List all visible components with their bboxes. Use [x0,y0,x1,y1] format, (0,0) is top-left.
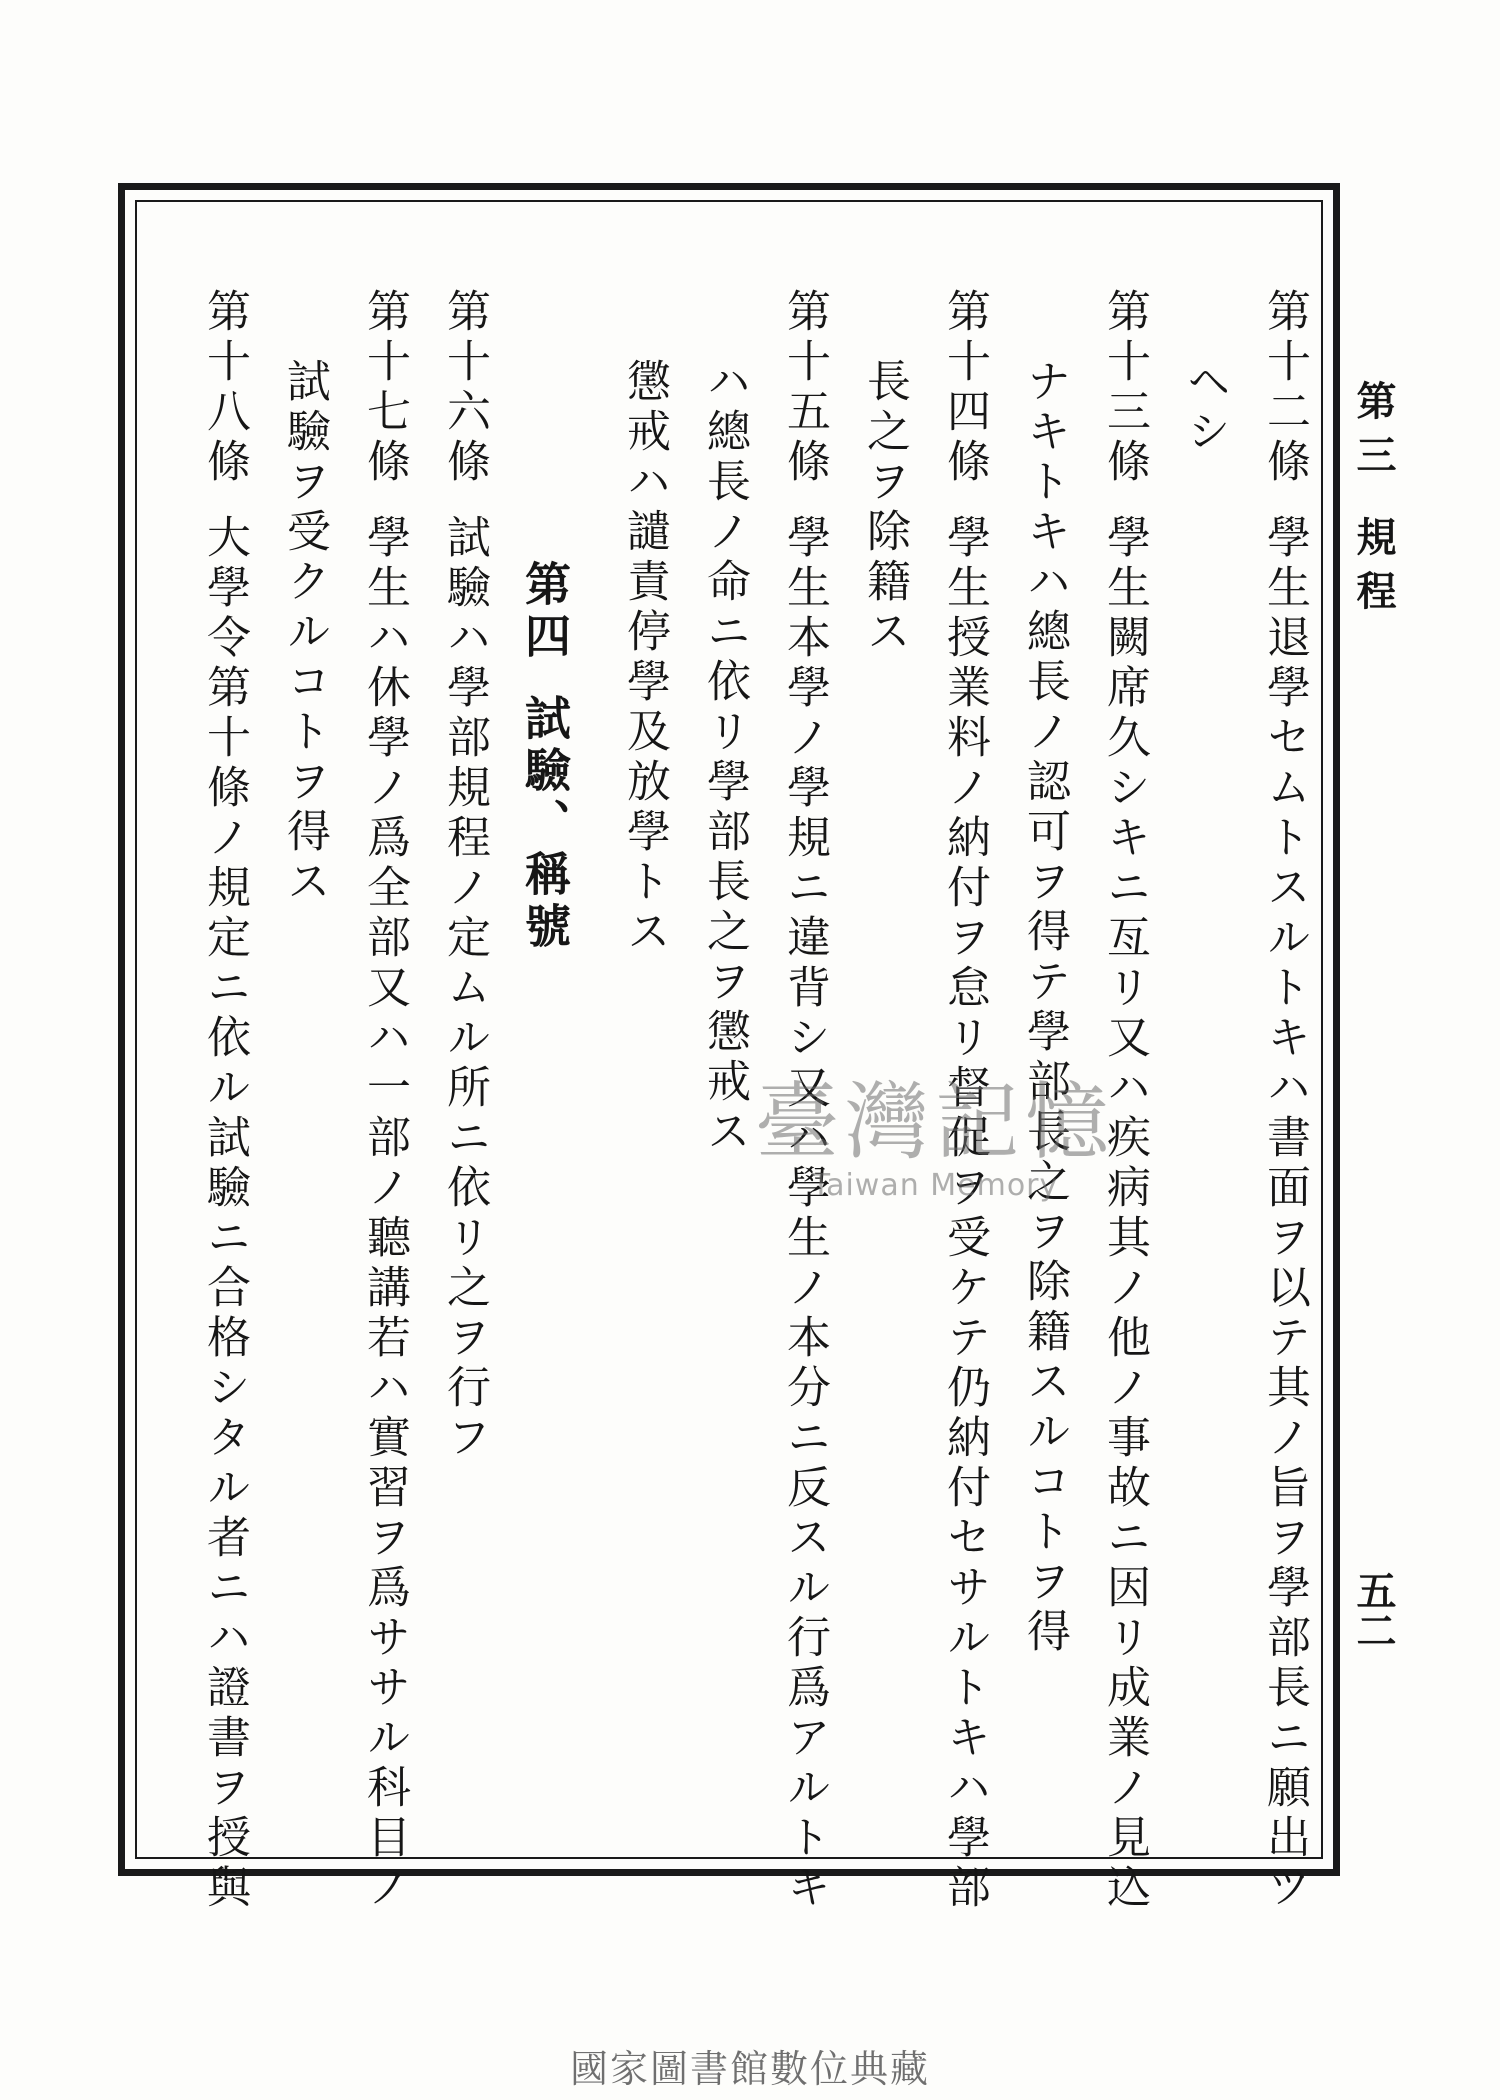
text-column [1099,288,1150,1914]
article-label: 第十五條 [779,288,830,488]
article-text: 學生退學セムトスルトキハ書面ヲ以テ其ノ旨ヲ學部長ニ願出ツ [1259,514,1310,1914]
article-text: 大學令第十條ノ規定ニ依ル試驗ニ合格シタル者ニハ證書ヲ授與 [199,514,250,1914]
text-column [1259,288,1310,1914]
article-text: 學生本學ノ學規ニ違背シ又ハ學生ノ本分ニ反スル行爲アルトキ [779,514,830,1914]
text-column [859,358,910,658]
article-text: ヘシ [1179,358,1230,458]
running-head: 第三 規程 [1350,380,1396,624]
article-text: 試驗ハ學部規程ノ定ムル所ニ依リ之ヲ行フ [439,514,490,1464]
text-column [1179,358,1230,458]
section-number: 第四 [518,560,572,664]
text-column [199,288,250,1914]
article-text: 長之ヲ除籍ス [859,358,910,658]
watermark-english: Taiwan Memory [811,1168,1059,1203]
article-label: 第十八條 [199,288,250,488]
watermark-chinese: 臺灣記憶 [755,1073,1116,1171]
article-text: 懲戒ハ譴責停學及放學トス [619,358,670,958]
article-text: 學生ハ休學ノ爲全部又ハ一部ノ聽講若ハ實習ヲ爲ササル科目ノ [359,514,410,1914]
text-column [279,358,330,908]
article-label: 第十六條 [439,288,490,488]
article-text: ハ總長ノ命ニ依リ學部長之ヲ懲戒ス [699,358,750,1158]
article-text: 學生授業料ノ納付ヲ怠リ督促ヲ受ケテ仍納付セサルトキハ學部 [939,514,990,1914]
text-column [619,358,670,958]
article-label: 第十七條 [359,288,410,488]
article-text: 學生闕席久シキニ亙リ又ハ疾病其ノ他ノ事故ニ因リ成業ノ見込 [1099,514,1150,1914]
section-title: 試驗、稱號 [518,694,572,954]
footer-credit: 國家圖書館數位典藏 [569,2047,930,2091]
article-text: 試驗ヲ受クルコトヲ得ス [279,358,330,908]
text-column [779,288,830,1914]
text-column [359,288,410,1914]
article-label: 第十三條 [1099,288,1150,488]
text-column [699,358,750,1158]
text-column [1019,358,1070,1658]
text-column [439,288,490,1464]
page-number: 五二 [1350,1570,1396,1650]
section-heading [518,560,572,954]
article-label: 第十四條 [939,288,990,488]
article-text: ナキトキハ總長ノ認可ヲ得テ學部長之ヲ除籍スルコトヲ得 [1019,358,1070,1658]
article-label: 第十二條 [1259,288,1310,488]
text-column [939,288,990,1914]
